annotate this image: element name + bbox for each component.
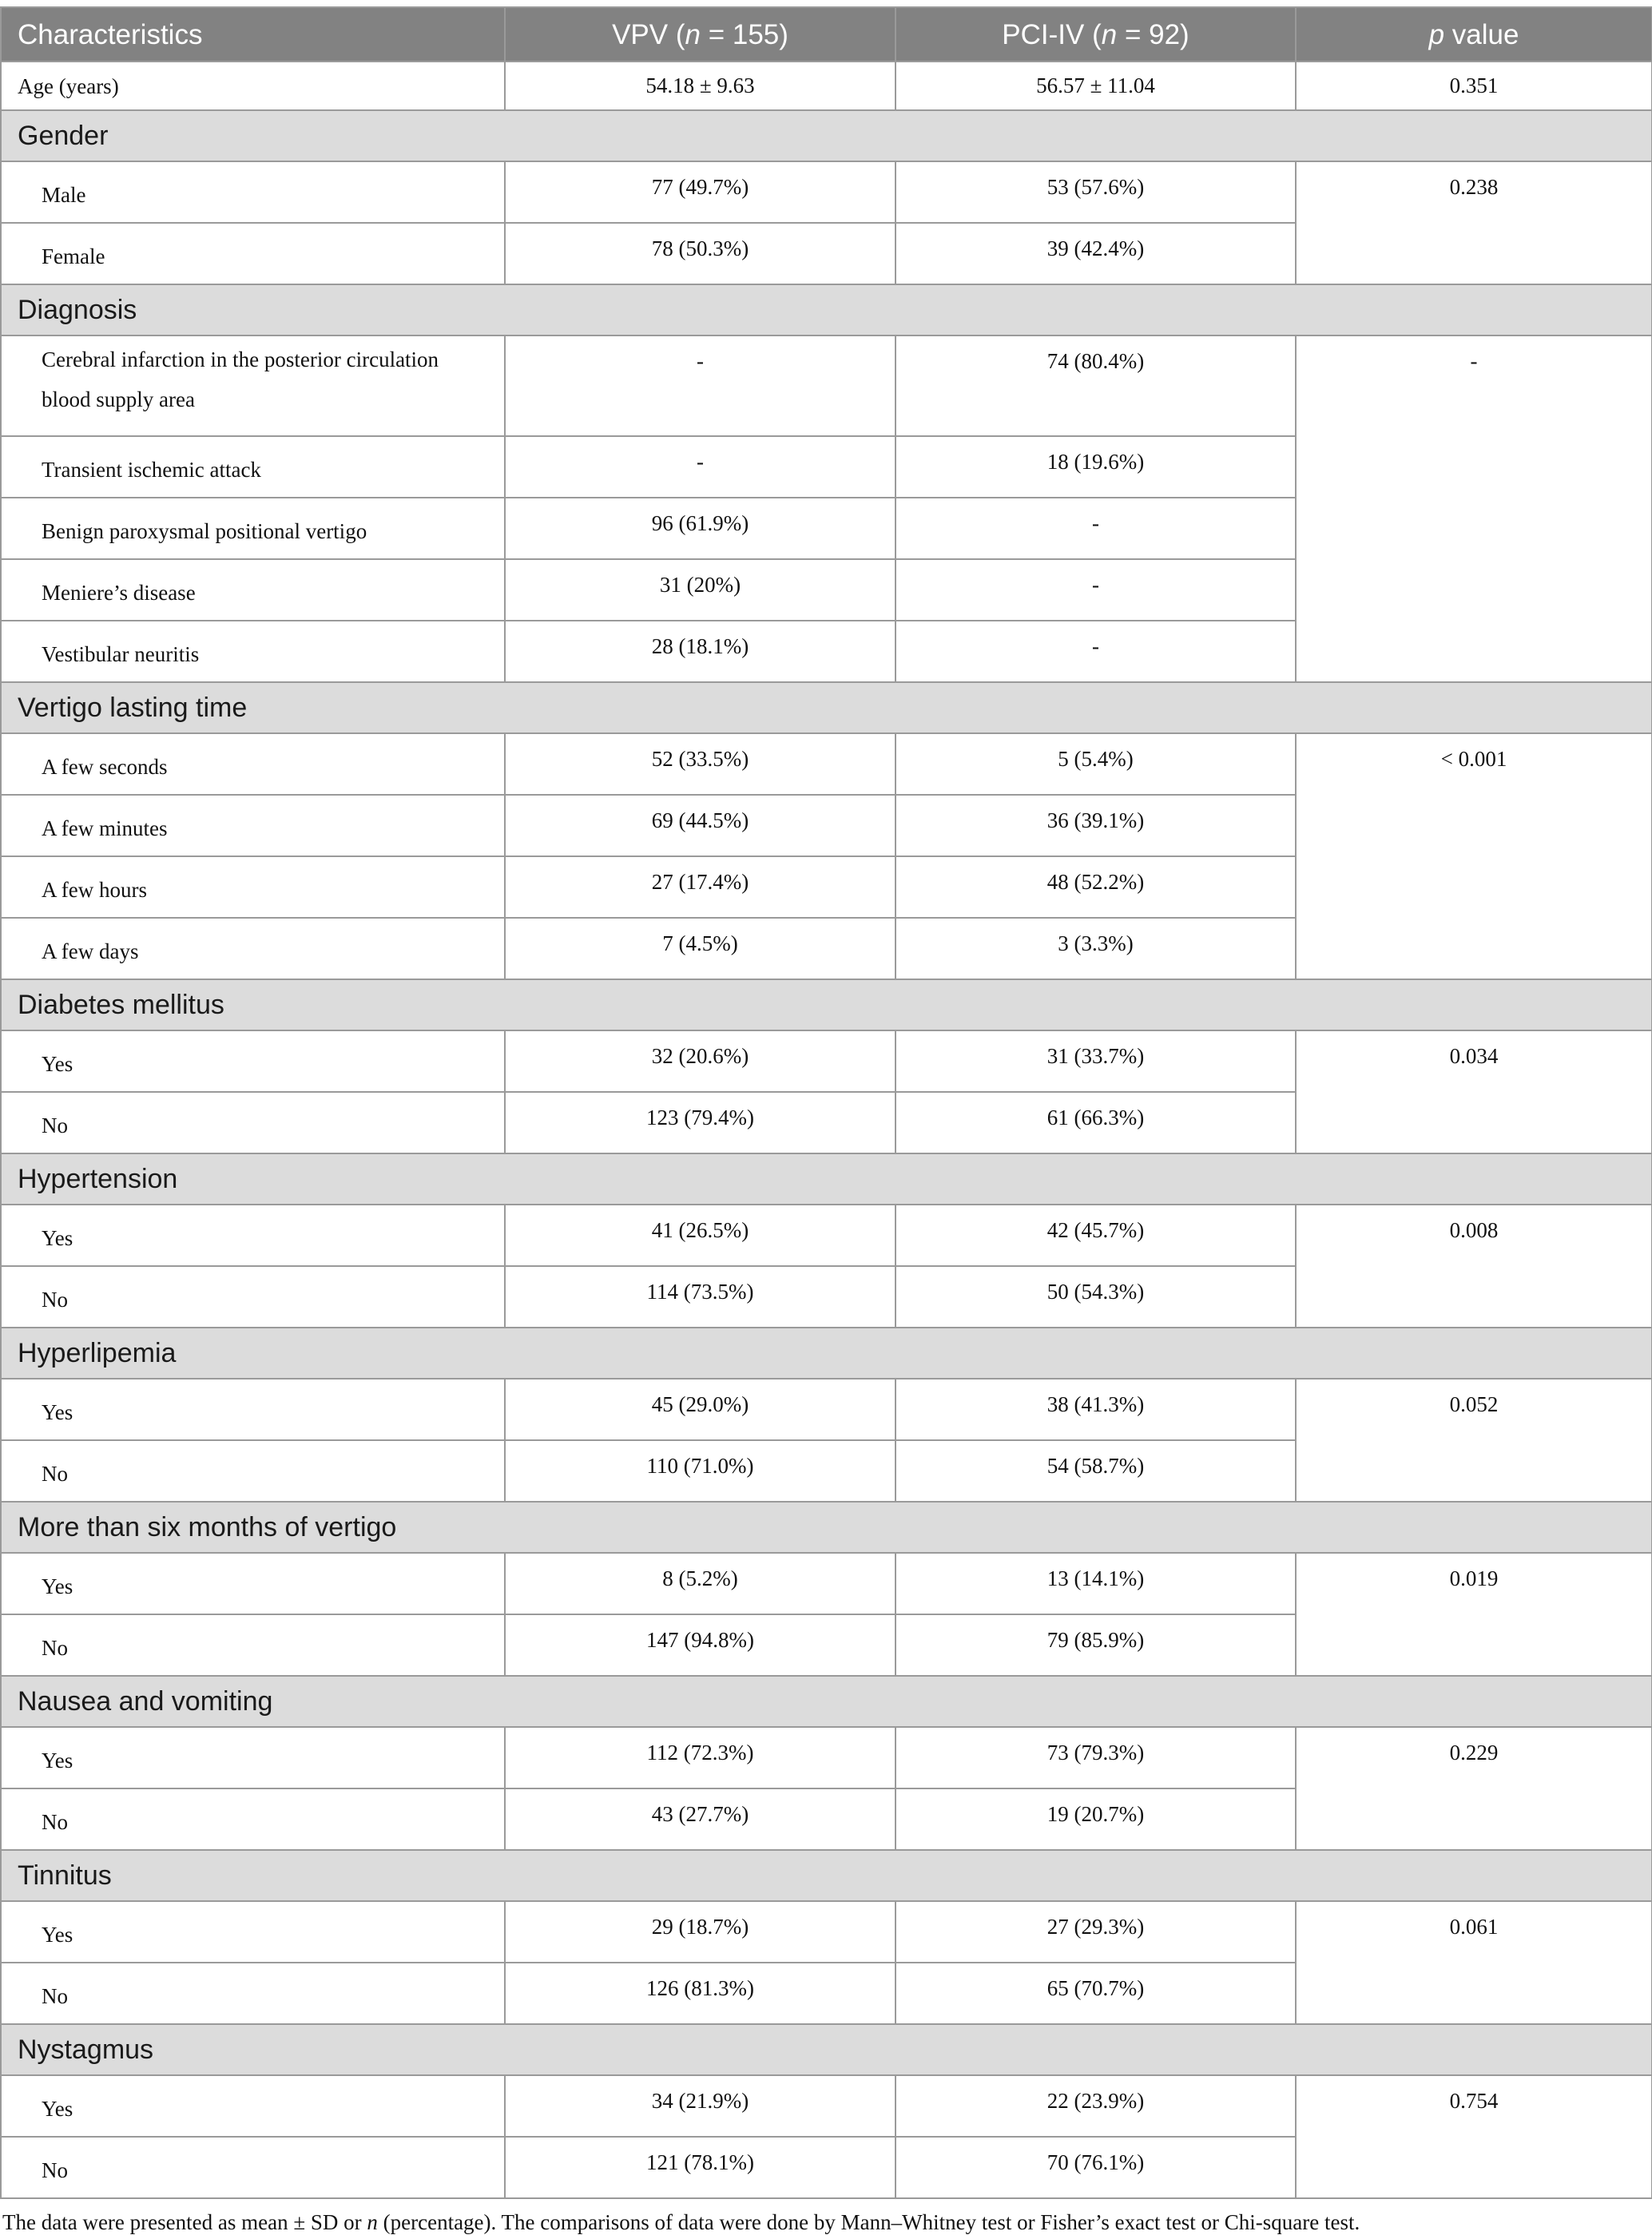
row-label: A few minutes [1,795,505,856]
table-row [1,1901,1652,1963]
cell-pci: 22 (23.9%) [895,2075,1296,2137]
cell-pci: 65 (70.7%) [895,1963,1296,2024]
row-label: A few days [1,918,505,979]
cell-p-value: 0.008 [1296,1205,1652,1328]
table-row [1,1205,1652,1266]
section-title: Diagnosis [1,284,1652,335]
table-row [1,2075,1652,2137]
section-title: Hypertension [1,1153,1652,1205]
cell-vpv: 147 (94.8%) [505,1614,895,1676]
table-row [1,1553,1652,1614]
section-title: Nystagmus [1,2024,1652,2075]
cell-vpv: 126 (81.3%) [505,1963,895,2024]
section-title: Diabetes mellitus [1,979,1652,1030]
row-label: Yes [1,2075,505,2137]
row-label: Female [1,223,505,284]
row-label: No [1,1963,505,2024]
cell-pci: 13 (14.1%) [895,1553,1296,1614]
cell-vpv: 28 (18.1%) [505,621,895,682]
cell-pci: 42 (45.7%) [895,1205,1296,1266]
cell-vpv: 78 (50.3%) [505,223,895,284]
section-title: More than six months of vertigo [1,1502,1652,1553]
cell-pci: 5 (5.4%) [895,733,1296,795]
cell-vpv: - [505,335,895,436]
cell-vpv: 96 (61.9%) [505,498,895,559]
section-header-row [1,1502,1652,1553]
header-pci-iv: PCI-IV (n = 92) [895,7,1296,62]
row-label: Yes [1,1379,505,1440]
section-header-row [1,284,1652,335]
section-header-row [1,2024,1652,2075]
header-row [1,7,1652,62]
cell-vpv: 110 (71.0%) [505,1440,895,1502]
row-label: A few hours [1,856,505,918]
header-characteristics: Characteristics [1,7,505,62]
table-row [1,1727,1652,1788]
section-header-row [1,1153,1652,1205]
table-row [1,733,1652,795]
cell-p-value: 0.019 [1296,1553,1652,1676]
cell-p-value: 0.238 [1296,161,1652,284]
age-vpv: 54.18 ± 9.63 [505,62,895,110]
cell-vpv: 77 (49.7%) [505,161,895,223]
age-p-value: 0.351 [1296,62,1652,110]
cell-p-value: 0.061 [1296,1901,1652,2024]
cell-pci: 53 (57.6%) [895,161,1296,223]
cell-vpv: 41 (26.5%) [505,1205,895,1266]
section-header-row [1,1676,1652,1727]
age-label: Age (years) [1,62,505,110]
header-vpv: VPV (n = 155) [505,7,895,62]
cell-vpv: 8 (5.2%) [505,1553,895,1614]
cell-pci: - [895,621,1296,682]
header-p-value: p value [1296,7,1652,62]
table-footnote: The data were presented as mean ± SD or n (percentage). The comparisons of data were done by Mann–Whitney test or Fisher’s exact test or Chi-square test. [2,2210,1360,2234]
cell-pci: 48 (52.2%) [895,856,1296,918]
cell-pci: - [895,498,1296,559]
row-label: Yes [1,1205,505,1266]
cell-vpv: 31 (20%) [505,559,895,621]
row-label: Vestibular neuritis [1,621,505,682]
row-label: No [1,1788,505,1850]
cell-p-value: 0.034 [1296,1030,1652,1153]
row-label: No [1,1266,505,1328]
row-label: Cerebral infarction in the posterior circulation blood supply area [1,335,505,436]
cell-pci: 3 (3.3%) [895,918,1296,979]
cell-p-value: 0.754 [1296,2075,1652,2198]
cell-p-value: < 0.001 [1296,733,1652,979]
cell-p-value: 0.052 [1296,1379,1652,1502]
row-label: No [1,1440,505,1502]
cell-vpv: 43 (27.7%) [505,1788,895,1850]
cell-vpv: 32 (20.6%) [505,1030,895,1092]
section-title: Vertigo lasting time [1,682,1652,733]
cell-pci: 39 (42.4%) [895,223,1296,284]
row-label: Benign paroxysmal positional vertigo [1,498,505,559]
section-title: Tinnitus [1,1850,1652,1901]
cell-p-value: 0.229 [1296,1727,1652,1850]
row-label: Meniere’s disease [1,559,505,621]
cell-pci: 18 (19.6%) [895,436,1296,498]
row-label: Yes [1,1553,505,1614]
row-label: Yes [1,1727,505,1788]
row-label: Transient ischemic attack [1,436,505,498]
table-page [0,6,1652,2235]
section-title: Hyperlipemia [1,1328,1652,1379]
cell-pci: 50 (54.3%) [895,1266,1296,1328]
cell-p-value: - [1296,335,1652,682]
row-label: A few seconds [1,733,505,795]
cell-pci: 70 (76.1%) [895,2137,1296,2198]
table-row [1,1379,1652,1440]
age-row [1,62,1652,110]
characteristics-table [0,6,1652,2199]
cell-pci: 61 (66.3%) [895,1092,1296,1153]
section-header-row [1,682,1652,733]
section-header-row [1,979,1652,1030]
cell-vpv: 123 (79.4%) [505,1092,895,1153]
cell-pci: - [895,559,1296,621]
cell-vpv: 112 (72.3%) [505,1727,895,1788]
cell-vpv: - [505,436,895,498]
cell-pci: 36 (39.1%) [895,795,1296,856]
table-row [1,1030,1652,1092]
section-header-row [1,110,1652,161]
age-pci: 56.57 ± 11.04 [895,62,1296,110]
cell-vpv: 7 (4.5%) [505,918,895,979]
cell-pci: 31 (33.7%) [895,1030,1296,1092]
row-label: No [1,1092,505,1153]
cell-pci: 38 (41.3%) [895,1379,1296,1440]
cell-vpv: 69 (44.5%) [505,795,895,856]
cell-vpv: 52 (33.5%) [505,733,895,795]
cell-vpv: 114 (73.5%) [505,1266,895,1328]
row-label: Yes [1,1030,505,1092]
cell-vpv: 121 (78.1%) [505,2137,895,2198]
row-label: No [1,2137,505,2198]
cell-pci: 73 (79.3%) [895,1727,1296,1788]
cell-pci: 79 (85.9%) [895,1614,1296,1676]
cell-vpv: 45 (29.0%) [505,1379,895,1440]
section-title: Nausea and vomiting [1,1676,1652,1727]
row-label: Male [1,161,505,223]
cell-vpv: 34 (21.9%) [505,2075,895,2137]
cell-vpv: 27 (17.4%) [505,856,895,918]
table-row [1,335,1652,436]
cell-pci: 54 (58.7%) [895,1440,1296,1502]
table-row [1,161,1652,223]
section-header-row [1,1328,1652,1379]
cell-pci: 74 (80.4%) [895,335,1296,436]
row-label: Yes [1,1901,505,1963]
section-header-row [1,1850,1652,1901]
cell-vpv: 29 (18.7%) [505,1901,895,1963]
row-label: No [1,1614,505,1676]
cell-pci: 27 (29.3%) [895,1901,1296,1963]
cell-pci: 19 (20.7%) [895,1788,1296,1850]
section-title: Gender [1,110,1652,161]
